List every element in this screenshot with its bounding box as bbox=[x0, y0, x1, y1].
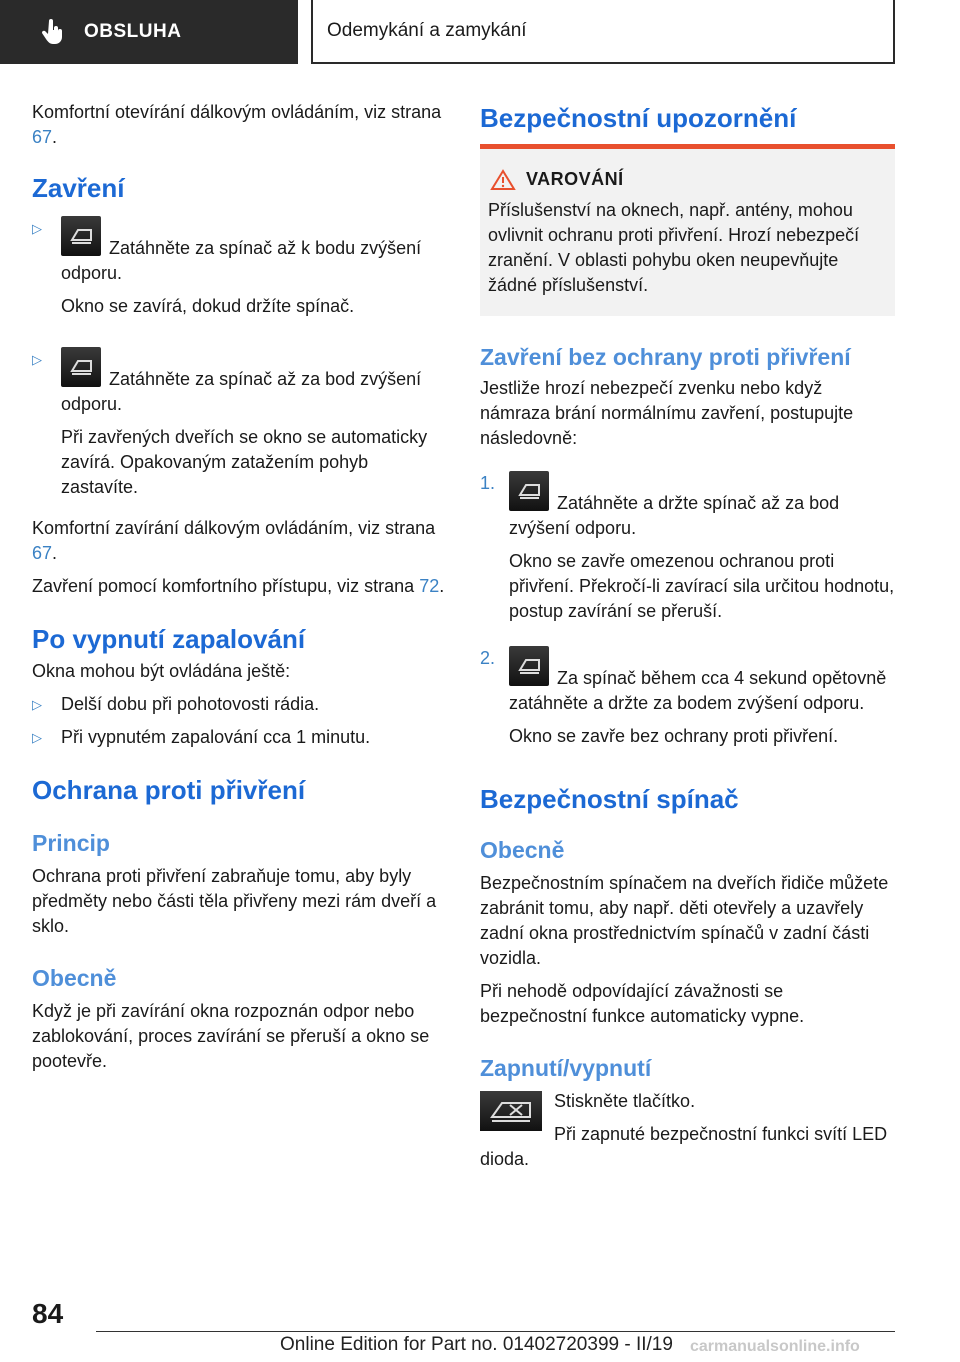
ignition-paragraph: Okna mohou být ovládána ještě: bbox=[32, 661, 291, 681]
warning-text: Příslušenství na oknech, např. antény, mohou ovlivnit ochranu proti přivření. Hrozí nebezpečí zranění. V oblasti pohybu oken neupevňujte žádné příslušenství. bbox=[488, 200, 860, 295]
heading-pinch: Ochrana proti přivření bbox=[32, 775, 306, 805]
principle-paragraph: Ochrana proti přivření zabraňuje tomu, aby byly předměty nebo části těla přivřeny mezi rám dveří a sklo. bbox=[32, 866, 437, 936]
step-subtext: Okno se zavře omezenou ochranou proti přivření. Překročí-li zavírací sila určitou hodnotu, postup zavírání se přeruší. bbox=[509, 551, 895, 621]
left-column bbox=[32, 100, 447, 1082]
triangle-bullet-icon: ▷ bbox=[32, 352, 42, 367]
general-paragraph-1: Bezpečnostním spínačem na dveřích řidiče můžete zabránit tomu, aby např. děti otevřely a uzavřely zadní okna prostřednictvím spínačů v zadní části vozidla. bbox=[480, 873, 889, 968]
page-link[interactable]: 67 bbox=[32, 543, 53, 563]
list-item: 1. Zatáhněte a držte spínač až za bod zvýšení odporu. Okno se zavře omezenou ochranou proti přivření. Překročí-li zavírací sila určitou hodnotu, postup zavírání se přeruší. bbox=[480, 471, 895, 632]
section-label: OBSLUHA bbox=[84, 21, 182, 42]
comfort-paragraph: Zavření pomocí komfortního přístupu, viz strana 72. bbox=[32, 576, 445, 596]
window-switch-icon bbox=[509, 471, 549, 511]
triangle-bullet-icon: ▷ bbox=[32, 730, 42, 745]
no-pinch-paragraph: Jestliže hrozí nebezpečí zvenku nebo když námraza brání normálnímu zavření, postupujte následovně: bbox=[480, 378, 854, 448]
list-item: ▷ Zatáhněte za spínač až za bod zvýšení odporu. Při zavřených dveřích se okno se automaticky zavírá. Opakovaným zatažením pohyb zastavíte. bbox=[32, 347, 447, 508]
warning-title: VAROVÁNÍ bbox=[526, 169, 624, 189]
step-subtext: Okno se zavře bez ochrany proti přivření. bbox=[509, 726, 839, 746]
heading-general: Obecně bbox=[32, 965, 117, 991]
list-item: 2. Za spínač během cca 4 sekund opětovně zatáhněte a držte za bodem zvýšení odporu. Okno se zavře bez ochrany proti přivření. bbox=[480, 646, 895, 757]
heading-safety: Bezpečnostní upozornění bbox=[480, 103, 797, 133]
heading-on-off: Zapnutí/vypnutí bbox=[480, 1055, 652, 1081]
window-switch-icon bbox=[61, 347, 101, 387]
bullet-subtext: Při zavřených dveřích se okno se automaticky zavírá. Opakovaným zatažením pohyb zastavíte. bbox=[61, 427, 428, 497]
page-link[interactable]: 72 bbox=[419, 576, 440, 596]
edition-text: Online Edition for Part no. 01402720399 - II/19 bbox=[280, 1334, 673, 1355]
watermark: carmanualsonline.info bbox=[690, 1338, 860, 1355]
press-text: Stiskněte tlačítko. bbox=[554, 1091, 696, 1111]
chapter-title: Odemykání a zamykání bbox=[311, 0, 895, 64]
heading-principle: Princip bbox=[32, 830, 110, 856]
triangle-bullet-icon: ▷ bbox=[32, 221, 42, 236]
right-column bbox=[480, 100, 895, 1180]
general-paragraph-2: Při nehodě odpovídající závažnosti se bezpečnostní funkce automaticky vypne. bbox=[480, 981, 805, 1026]
heading-no-pinch: Zavření bez ochrany proti přivření bbox=[480, 344, 851, 370]
section-tab bbox=[0, 0, 298, 64]
heading-close: Zavření bbox=[32, 173, 125, 203]
warning-triangle-icon bbox=[490, 169, 516, 191]
warning-box bbox=[480, 144, 895, 316]
hand-pointer-icon bbox=[40, 19, 66, 45]
triangle-bullet-icon: ▷ bbox=[32, 697, 42, 712]
list-item: ▷ Zatáhněte za spínač až k bodu zvýšení odporu. Okno se zavírá, dokud držíte spínač. bbox=[32, 216, 447, 327]
intro-paragraph: Komfortní otevírání dálkovým ovládáním, viz strana 67. bbox=[32, 102, 442, 147]
heading-general: Obecně bbox=[480, 837, 565, 863]
led-text: Při zapnuté bezpečnostní funkci svítí LED dioda. bbox=[480, 1124, 888, 1169]
heading-safety-switch: Bezpečnostní spínač bbox=[480, 784, 739, 814]
remote-paragraph: Komfortní zavírání dálkovým ovládáním, viz strana 67. bbox=[32, 518, 436, 563]
switch-instruction bbox=[480, 1089, 895, 1172]
general-paragraph: Když je při zavírání okna rozpoznán odpor nebo zablokování, proces zavírání se přeruší a okno se pootevře. bbox=[32, 1001, 430, 1071]
child-lock-switch-icon bbox=[480, 1091, 542, 1131]
list-item: ▷ Při vypnutém zapalování cca 1 minutu. bbox=[32, 725, 447, 750]
list-item: ▷ Delší dobu při pohotovosti rádia. bbox=[32, 692, 447, 717]
footer-divider bbox=[96, 1331, 895, 1332]
page-number: 84 bbox=[32, 1298, 64, 1329]
heading-ignition: Po vypnutí zapalování bbox=[32, 624, 306, 654]
bullet-subtext: Okno se zavírá, dokud držíte spínač. bbox=[61, 296, 355, 316]
window-switch-icon bbox=[61, 216, 101, 256]
window-switch-icon bbox=[509, 646, 549, 686]
page-link[interactable]: 67 bbox=[32, 127, 53, 147]
